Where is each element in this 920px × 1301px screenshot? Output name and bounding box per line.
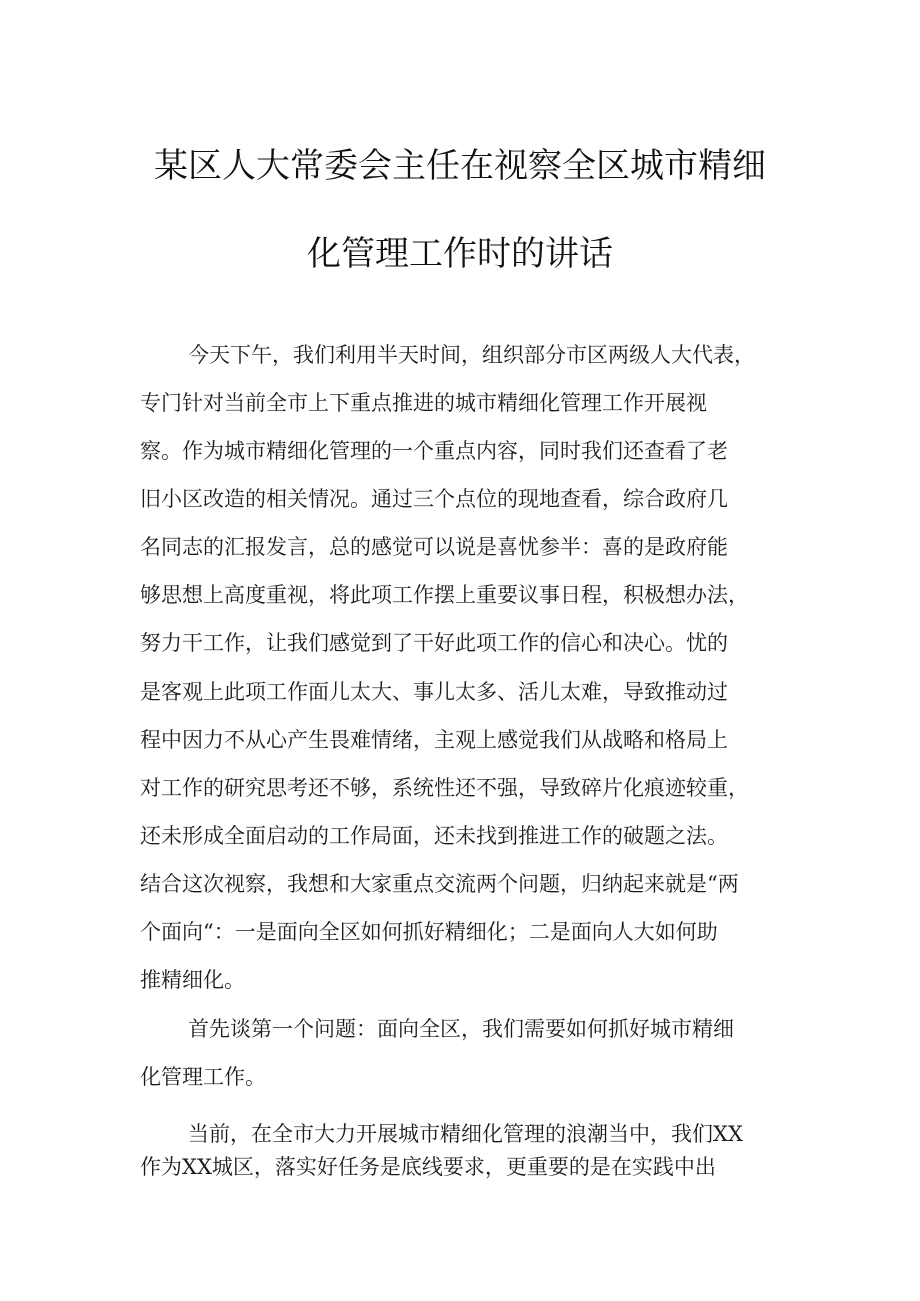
paragraph-line: 程中因力不从心产生畏难情绪，主观上感觉我们从战略和格局上 — [140, 728, 728, 752]
document-title-line-2: 化管理工作时的讲话 — [307, 234, 613, 274]
paragraph-line: 结合这次视察，我想和大家重点交流两个问题，归纳起来就是“两 — [140, 872, 739, 896]
paragraph-line: 首先谈第一个问题：面向全区，我们需要如何抓好城市精细 — [188, 1017, 734, 1041]
paragraph-line: 对工作的研究思考还不够，系统性还不强，导致碎片化痕迹较重， — [140, 776, 749, 800]
document-title-line-1: 某区人大常委会主任在视察全区城市精细 — [154, 146, 766, 186]
paragraph-line: 个面向“：一是面向全区如何抓好精细化；二是面向人大如何助 — [140, 920, 718, 944]
paragraph-line: 化管理工作。 — [140, 1065, 266, 1089]
paragraph-line: 够思想上高度重视，将此项工作摆上重要议事日程，积极想办法， — [140, 583, 749, 607]
paragraph-line: 作为XX城区，落实好任务是底线要求，更重要的是在实践中出 — [140, 1155, 716, 1179]
paragraph-line: 名同志的汇报发言，总的感觉可以说是喜忧参半：喜的是政府能 — [140, 535, 728, 559]
paragraph-line: 是客观上此项工作面儿太大、事儿太多、活儿太难，导致推动过 — [140, 680, 728, 704]
paragraph-line: 努力干工作，让我们感觉到了干好此项工作的信心和决心。忧的 — [140, 631, 728, 655]
paragraph-line: 专门针对当前全市上下重点推进的城市精细化管理工作开展视 — [140, 391, 707, 415]
paragraph-line: 当前，在全市大力开展城市精细化管理的浪潮当中，我们XX — [188, 1122, 743, 1146]
paragraph-line: 察。作为城市精细化管理的一个重点内容，同时我们还查看了老 — [140, 439, 728, 463]
paragraph-line: 今天下午，我们利用半天时间，组织部分市区两级人大代表， — [188, 343, 755, 367]
paragraph-line: 推精细化。 — [140, 968, 245, 992]
paragraph-line: 还未形成全面启动的工作局面，还未找到推进工作的破题之法。 — [140, 824, 728, 848]
paragraph-line: 旧小区改造的相关情况。通过三个点位的现地查看，综合政府几 — [140, 487, 728, 511]
